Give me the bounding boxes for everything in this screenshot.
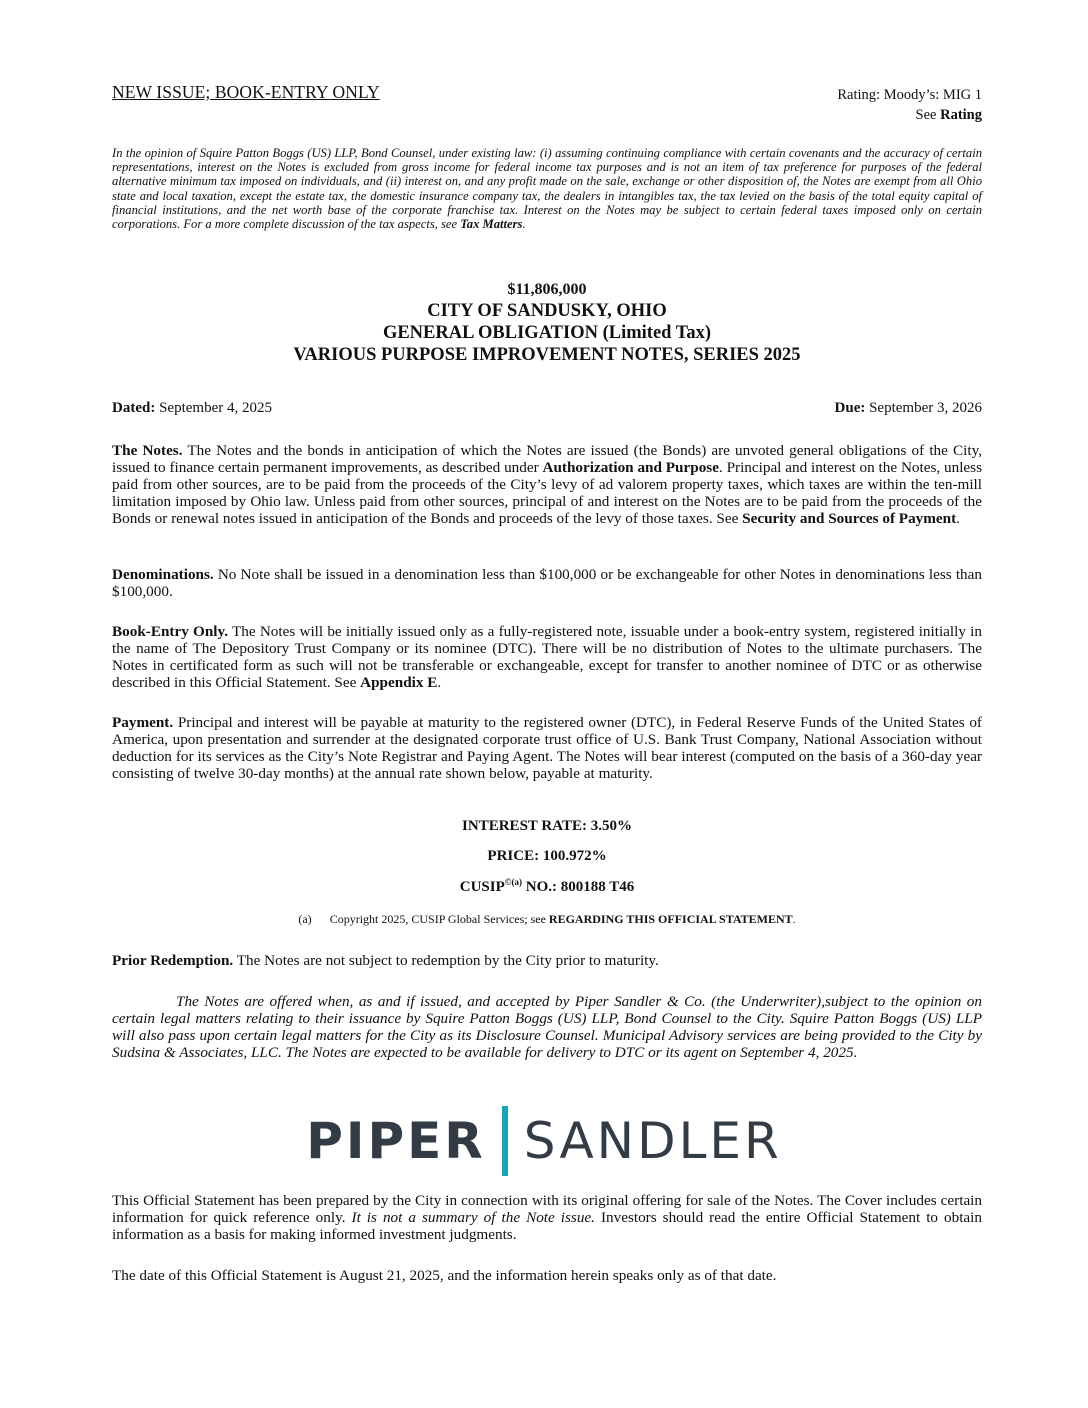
tax-opinion-paragraph: [112, 146, 982, 231]
cusip-prefix: CUSIP: [459, 879, 505, 895]
appendix-e-reference: Appendix E: [360, 673, 438, 691]
preparation-paragraph: [112, 1193, 982, 1244]
logo-word-right: SANDLER: [523, 1112, 782, 1170]
denominations-text: No Note shall be issued in a denomination less than $100,000 or be exchangeable for other Notes in denominations less than $100,000.: [112, 566, 982, 600]
regarding-reference: REGARDING THIS OFFICIAL STATEMENT: [548, 912, 793, 926]
logo-divider-bar: [502, 1106, 508, 1176]
authorization-reference: Authorization and Purpose: [542, 458, 719, 476]
book-entry-text-2: .: [437, 673, 442, 691]
see-prefix: See: [915, 107, 941, 123]
footnote-text: Copyright 2025, CUSIP Global Services; see: [329, 912, 549, 926]
redemption-label: Prior Redemption.: [112, 952, 234, 969]
issue-title: [112, 280, 982, 366]
notes-label: The Notes.: [112, 442, 183, 459]
dated-label: Dated:: [112, 400, 156, 416]
denominations-label: Denominations.: [112, 566, 214, 583]
redemption-text: The Notes are not subject to redemption by the City prior to maturity.: [233, 952, 659, 969]
cusip-number: [112, 877, 982, 896]
redemption-paragraph: [112, 953, 982, 970]
dated-date: [112, 400, 272, 417]
offering-paragraph: The Notes are offered when, as and if issued, and accepted by Piper Sandler & Co. (the Underwriter),subject to the opinion on certain legal matters relating to their issuance by Squire Patton Boggs (US) LLP, Bond Counsel to the City. Squire Patton Boggs (US) LLP will also pass upon certain legal matters for the City as its Disclosure Counsel. Municipal Advisory services are being provided to the City by Sudsina & Associates, LLC. The Notes are expected to be available for delivery to DTC or its agent on September 4, 2025.: [112, 993, 982, 1061]
denominations-paragraph: [112, 567, 982, 601]
cusip-value: NO.: 800188 T46: [522, 879, 635, 895]
rating-line: Rating: Moody’s: MIG 1: [837, 87, 982, 103]
issue-type-heading: NEW ISSUE; BOOK-ENTRY ONLY: [112, 82, 380, 102]
interest-rate: INTEREST RATE: 3.50%: [462, 818, 632, 834]
issue-amount: $11,806,000: [507, 281, 587, 298]
notes-text-3: .: [956, 509, 960, 527]
preparation-italic: It is not a summary of the Note issue.: [351, 1208, 595, 1226]
footnote-end: .: [792, 912, 796, 926]
rating-see-line: [837, 105, 982, 125]
security-reference: Security and Sources of Payment: [742, 509, 957, 527]
footnote-marker: (a): [298, 912, 312, 926]
notes-text-1: The Notes and the bonds in anticipation of which the Notes are issued (the Bonds) are unvoted general obligations of the City, issued to finance certain permanent improvements, as described under: [112, 442, 982, 476]
payment-label: Payment.: [112, 714, 174, 731]
notes-text-2: . Principal and interest on the Notes, unless paid from other sources, are to be paid from the proceeds of the City’s levy of ad valorem property taxes, which taxes are within the ten-mill limitation imposed by Ohio law. Unless paid from other sources, principal of and interest on the Notes are to be paid from the proceeds of the Bonds or renewal notes issued in anticipation of the Bonds and proceeds of the levy of those taxes. See: [112, 458, 982, 527]
statement-date-paragraph: The date of this Official Statement is August 21, 2025, and the information herein speaks only as of that date.: [112, 1267, 777, 1284]
due-date: [835, 400, 982, 417]
obligation-type: GENERAL OBLIGATION (Limited Tax): [382, 323, 712, 343]
underwriter-logo: [0, 1105, 1088, 1177]
preparation-text-1: This Official Statement has been prepared by the City in connection with its original offering for sale of the Notes. The Cover includes certain information for quick reference only.: [112, 1192, 982, 1226]
notes-paragraph: [112, 443, 982, 528]
rating-block: [837, 85, 982, 125]
due-label: Due:: [834, 400, 866, 416]
tax-opinion-text: In the opinion of Squire Patton Boggs (US) LLP, Bond Counsel, under existing law: (i) assuming continuing compliance with certain covenants and the accuracy of certain representations, interest on the Notes is excluded from gross income for federal income tax purposes and is not an item of tax preference for purposes of the federal alternative minimum tax imposed on individuals, and (ii) interest on, and any profit made on the sale, exchange or other disposition of, the Notes are exempt from all Ohio state and local taxation, except the estate tax, the domestic insurance company tax, the dealers in intangibles tax, the tax levied on the basis of the total equity capital of financial institutions, and the net worth base of the corporate franchise tax. Interest on the Notes may be subject to certain federal taxes imposed only on certain corporations. For a more complete discussion of the tax aspects, see: [112, 146, 982, 232]
preparation-text-2: Investors should read the entire Official Statement to obtain information as a basis for making informed investment judgments.: [112, 1208, 982, 1243]
due-value: September 3, 2026: [865, 400, 982, 416]
dated-value: September 4, 2025: [155, 400, 272, 416]
issuer-name: CITY OF SANDUSKY, OHIO: [427, 301, 667, 321]
payment-text: Principal and interest will be payable at maturity to the registered owner (DTC), in Federal Reserve Funds of the United States of America, upon presentation and surrender at the designated corporate trust office of U.S. Bank Trust Company, National Association without deduction for its services as the City’s Note Registrar and Paying Agent. The Notes will bear interest (computed on the basis of a 360-day year consisting of twelve 30-day months) at the annual rate shown below, payable at maturity.: [112, 714, 982, 782]
book-entry-paragraph: [112, 624, 982, 692]
tax-opinion-end: .: [522, 217, 526, 232]
payment-paragraph: [112, 715, 982, 783]
rating-reference: Rating: [940, 107, 982, 123]
price: PRICE: 100.972%: [487, 848, 607, 864]
book-entry-label: Book-Entry Only.: [112, 623, 229, 640]
cusip-footnote: [112, 912, 982, 927]
note-series: VARIOUS PURPOSE IMPROVEMENT NOTES, SERIES 2025: [293, 345, 801, 365]
book-entry-text-1: The Notes will be initially issued only as a fully-registered note, issuable under a book-entry system, registered initially in the name of The Depository Trust Company or its nominee (DTC). There will be no distribution of Notes to the ultimate purchasers. The Notes in certificated form as such will not be transferable or exchangeable, except for transfer to another nominee of DTC or as otherwise described in this Official Statement. See: [112, 623, 982, 691]
logo-word-left: PIPER: [306, 1112, 486, 1170]
cusip-superscript: ©(a): [504, 877, 522, 887]
tax-matters-reference: Tax Matters: [460, 217, 523, 232]
